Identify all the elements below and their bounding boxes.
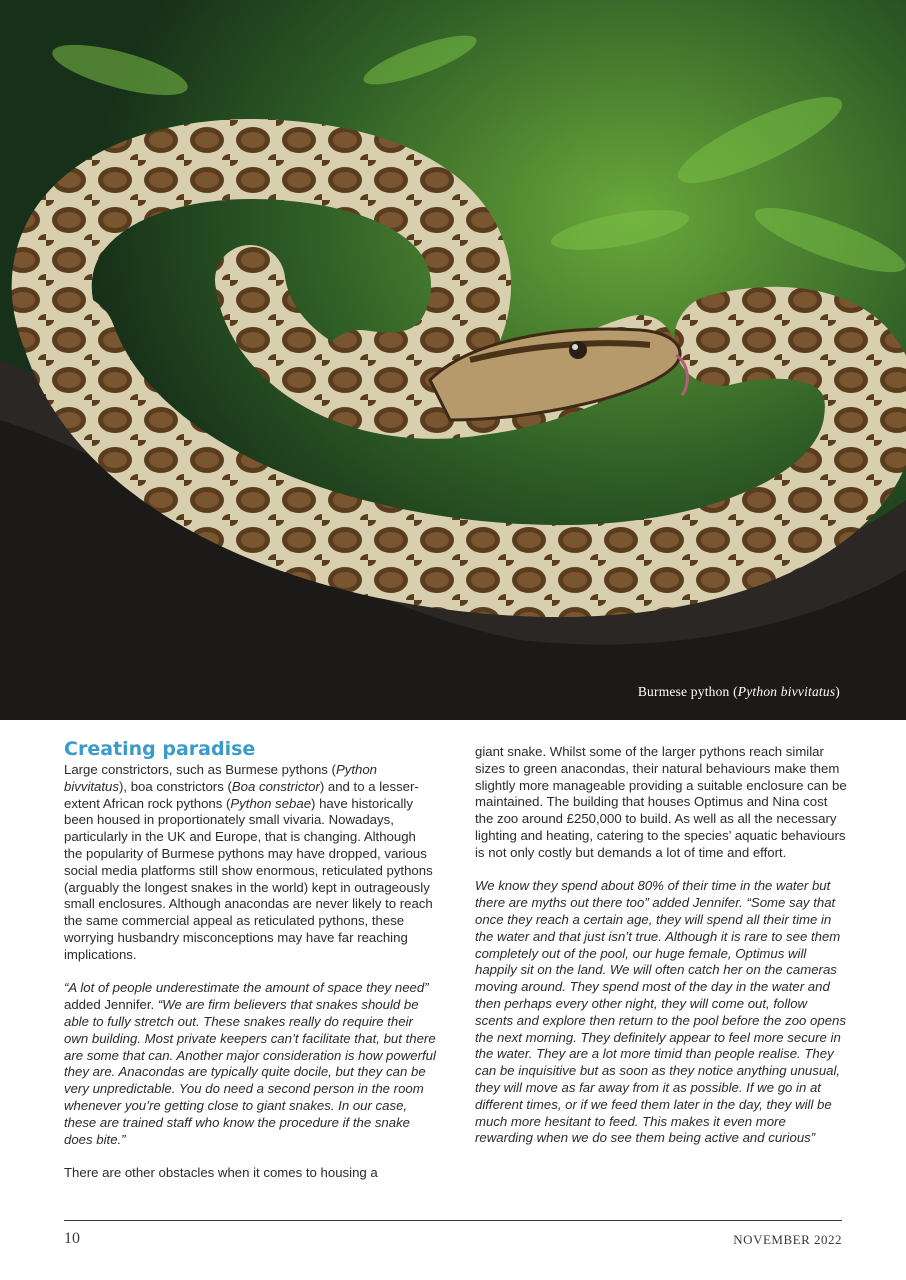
text-run: ) have historically been housed in proportionately small vivaria. Nowadays, particularly in the UK and Europe, that is changing. Although the popularity of Burmese pythons may have dropped, various social media platforms still show enormous, reticulated pythons (arguably the longest snakes in the world) kept in outrageously small enclosures. Although anacondas are never likely to reach the same commercial appeal as reticulated pythons, these worrying husbandry misconceptions may have far reaching implications. xyxy=(64,795,433,962)
article-column-right xyxy=(475,744,847,1164)
text-run: ), boa constrictors ( xyxy=(118,778,232,794)
paragraph-obstacles-start: There are other obstacles when it comes to housing a xyxy=(64,1165,378,1181)
paragraph-quote-water xyxy=(475,878,847,1147)
attribution: added Jennifer. xyxy=(648,895,747,911)
species-name: Boa constrictor xyxy=(231,778,320,794)
attribution: added Jennifer. xyxy=(64,997,158,1013)
page-number: 10 xyxy=(64,1230,80,1247)
footer-rule xyxy=(64,1220,842,1221)
quote-text: “We are firm believers that snakes should be able to fully stretch out. These snakes really do require their own building. Most private keepers can’t facilitate that, but there are some that can. Another major consideration is how powerful they are. Anacondas are typically quite docile, but they can be very unpredictable. You do need a second person in the room whenever you’re getting close to giant snakes. In our case, these are trained staff who know the procedure if the snake does bite.” xyxy=(64,997,436,1147)
section-heading: Creating paradise xyxy=(64,738,256,760)
paragraph-quote-space xyxy=(64,980,436,1148)
paragraph-intro xyxy=(64,762,436,964)
paragraph-obstacles-continued: giant snake. Whilst some of the larger pythons reach similar sizes to green anacondas, their natural behaviours make them slightly more manageable providing a suitable enclosure can be maintained. The building that houses Optimus and Nina cost the zoo around £250,000 to build. As well as all the necessary lighting and heating, catering to the species’ aquatic behaviours is not only costly but demands a lot of time and effort. xyxy=(475,744,847,860)
quote-text: “Some say that once they reach a certain age, they will spend all their time in the water and that just isn’t true. Although it is rare to see them completely out of the pool, our huge female, Optimus will happily sit on the land. We will often catch her on the cameras moving around. They spend most of the day in the water and then perhaps every other night, they will come out, follow scents and explore then return to the pool before the zoo opens the next morning. They definitely appear to feel more secure in the water. They are a lot more timid than people realise. They can be inquisitive but as soon as they notice anything unusual, they will move as far away from it as possible. If we go in at different times, or if we feed them later in the day, they will be much more hesitant to feed. This makes it even more rewarding when we do see them being active and curious” xyxy=(475,895,846,1146)
species-name: Python bivvitatus xyxy=(64,762,377,794)
caption-prefix: Burmese python ( xyxy=(637,684,738,699)
issue-date: NOVEMBER 2022 xyxy=(733,1232,842,1247)
species-name: Python sebae xyxy=(230,795,312,811)
quote-text: We know they spend about 80% of their time in the water but there are myths out there too” xyxy=(475,878,831,911)
quote-text: “A lot of people underestimate the amount of space they need” xyxy=(64,980,429,996)
text-run: ) and to a lesser-extent African rock pythons ( xyxy=(64,778,419,811)
article-column-left xyxy=(64,738,436,1199)
photo-caption xyxy=(638,684,840,700)
caption-suffix: ) xyxy=(835,684,840,699)
caption-species: Python bivvitatus xyxy=(737,684,836,699)
text-run: Large constrictors, such as Burmese pythons ( xyxy=(64,762,336,777)
